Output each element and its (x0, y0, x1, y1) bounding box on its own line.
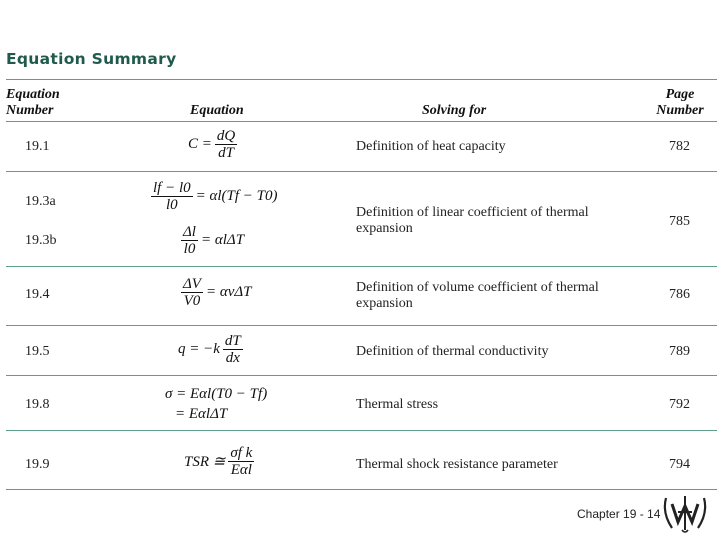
fraction-numerator: Δl (183, 224, 196, 240)
equation-number: 19.5 (25, 344, 50, 359)
fraction-numerator: σf k (230, 445, 253, 461)
solving-for: Definition of heat capacity (356, 139, 506, 154)
solving-for: Definition of volume coefficient of thermal expansion (356, 280, 599, 311)
fraction (223, 333, 243, 366)
solving-for: Thermal stress (356, 397, 439, 412)
equation-line-1: σ = Eαl(T0 − Tf) (165, 386, 268, 402)
fraction-denominator: l0 (183, 241, 196, 257)
page-number: 792 (669, 397, 690, 412)
page-number: 789 (669, 344, 690, 359)
header-equation: Equation (190, 103, 244, 118)
header-page-line1: Page (665, 87, 695, 102)
rule-header (6, 121, 717, 122)
footer-page-label: Chapter 19 - 14 (577, 507, 661, 521)
header-number-line2: Number (6, 103, 54, 118)
equation-19-1 (188, 128, 240, 161)
header-equation-number (6, 87, 60, 119)
equation-number: 19.1 (25, 139, 50, 154)
page-title: Equation Summary (6, 50, 177, 68)
rule-row-4 (6, 375, 717, 376)
fraction-numerator: dT (224, 333, 241, 349)
equation-rhs: = αvΔT (205, 284, 252, 300)
fraction (181, 276, 203, 309)
equation-number: 19.9 (25, 457, 50, 472)
fraction (181, 224, 198, 257)
equation-number: 19.3b (25, 233, 57, 248)
equation-rhs: = αlΔT (200, 232, 245, 248)
fraction-denominator: dT (218, 145, 234, 161)
equation-number: 19.8 (25, 397, 50, 412)
equation-19-9 (184, 445, 257, 478)
fraction-numerator: lf − l0 (153, 180, 191, 196)
equation-19-3b (178, 224, 244, 257)
fraction (215, 128, 237, 161)
header-number-line1: Equation (6, 87, 60, 102)
rule-row-2 (6, 266, 717, 267)
fraction (151, 180, 193, 213)
page-number: 782 (669, 139, 690, 154)
equation-number: 19.3a (25, 194, 56, 209)
fraction-numerator: ΔV (183, 276, 201, 292)
wiley-logo-icon (660, 490, 710, 536)
page-number: 786 (669, 287, 690, 302)
fraction-denominator: l0 (165, 197, 178, 213)
fraction-denominator: Eαl (230, 462, 252, 478)
rule-bottom (6, 489, 717, 490)
equation-19-3a (148, 180, 278, 213)
equation-line-2: = EαlΔT (175, 406, 228, 422)
equation-lhs: q = −k (178, 341, 220, 357)
rule-row-5 (6, 430, 717, 431)
fraction (228, 445, 254, 478)
equation-number: 19.4 (25, 287, 50, 302)
fraction-numerator: dQ (216, 128, 236, 144)
equation-19-4 (178, 276, 252, 309)
page-number: 794 (669, 457, 690, 472)
header-solving-for: Solving for (422, 103, 487, 118)
header-page-number (654, 87, 706, 119)
solving-for: Definition of thermal conductivity (356, 344, 549, 359)
rule-top (6, 79, 717, 80)
equation-19-5 (178, 333, 246, 366)
fraction-denominator: dx (225, 350, 240, 366)
rule-row-1 (6, 171, 717, 172)
page-number: 785 (669, 214, 690, 229)
equation-19-8 (165, 384, 267, 424)
solving-for: Definition of linear coefficient of thermal expansion (356, 205, 589, 236)
equation-lhs: TSR ≅ (184, 454, 226, 470)
rule-row-3 (6, 325, 717, 326)
header-page-line2: Number (656, 103, 704, 118)
equation-lhs: C = (188, 136, 212, 152)
fraction-denominator: V0 (183, 293, 201, 309)
solving-for: Thermal shock resistance parameter (356, 457, 558, 472)
equation-rhs: = αl(Tf − T0) (195, 188, 278, 204)
